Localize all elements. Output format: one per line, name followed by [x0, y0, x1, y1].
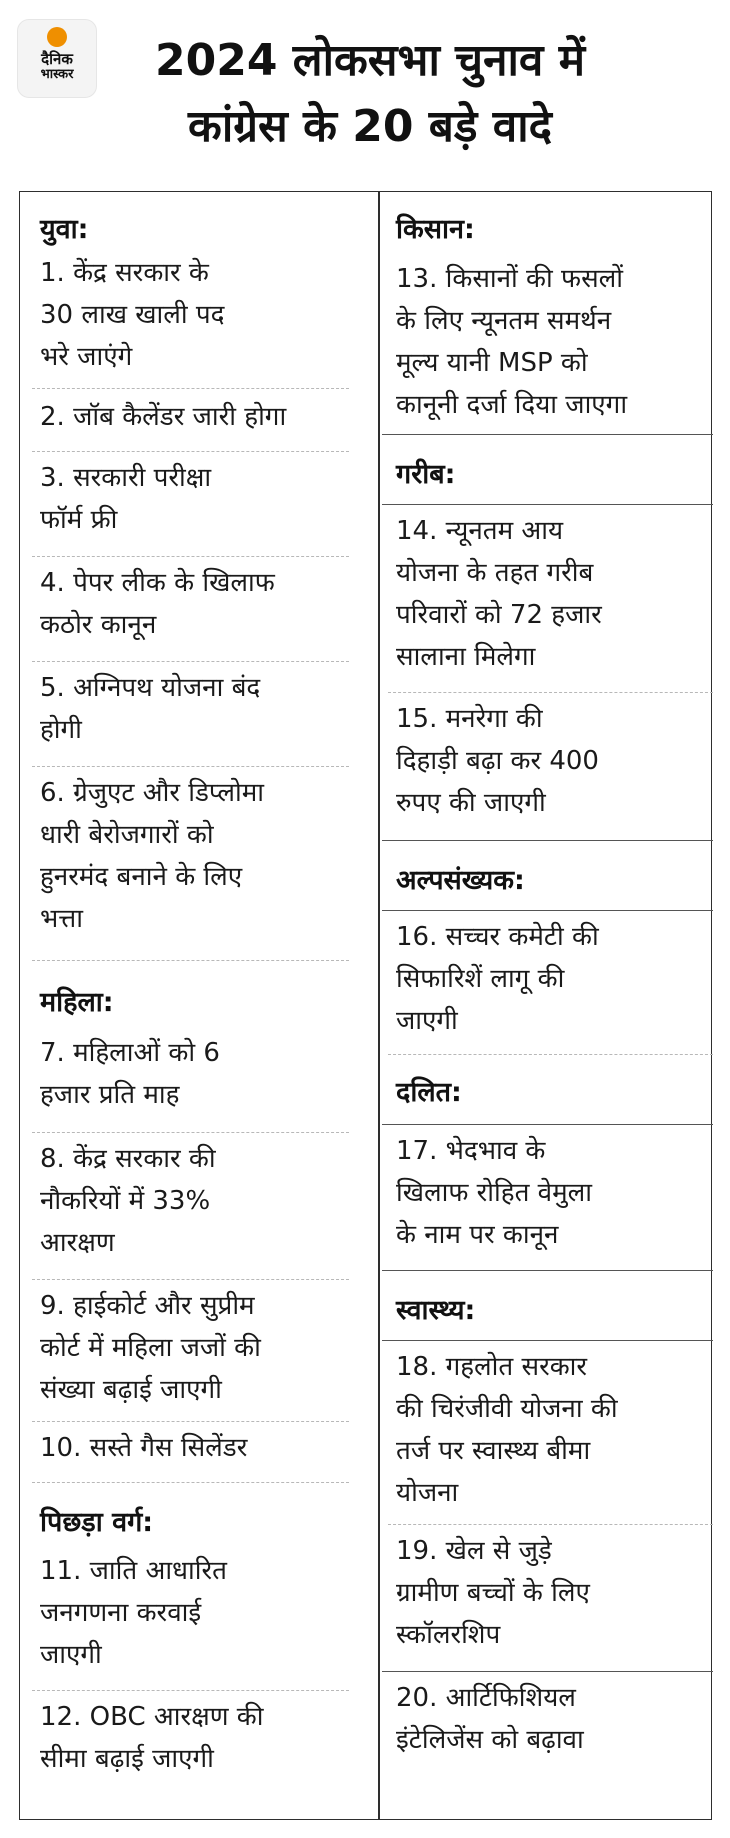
row-separator [32, 960, 349, 961]
title-line1: 2024 लोकसभा चुनाव में [154, 35, 586, 86]
section-heading-pichhda-varg: पिछड़ा वर्ग: [40, 1507, 154, 1538]
promise-19: 19. खेल से जुड़े ग्रामीण बच्चों के लिए स्कॉलरशिप [396, 1536, 590, 1650]
section-separator [382, 910, 713, 911]
promise-14: 14. न्यूनतम आय योजना के तहत गरीब परिवारों को 72 हजार सालाना मिलेगा [396, 516, 602, 672]
section-heading-swasthya: स्वास्थ्य: [396, 1295, 476, 1326]
promise-10: 10. सस्ते गैस सिलेंडर [40, 1433, 248, 1463]
section-separator [382, 1270, 713, 1271]
promise-5: 5. अग्निपथ योजना बंद होगी [40, 673, 261, 745]
sun-icon [47, 27, 67, 47]
promise-1: 1. केंद्र सरकार के 30 लाख खाली पद भरे जाएंगे [40, 258, 225, 372]
section-separator [382, 434, 713, 435]
section-separator [382, 840, 713, 841]
row-separator [32, 1690, 349, 1691]
promise-12: 12. OBC आरक्षण की सीमा बढ़ाई जाएगी [40, 1702, 264, 1774]
row-separator [32, 766, 349, 767]
row-separator [388, 692, 713, 693]
dainik-bhaskar-logo [17, 19, 97, 98]
promise-3: 3. सरकारी परीक्षा फॉर्म फ्री [40, 463, 212, 535]
row-separator [32, 556, 349, 557]
row-separator [32, 451, 349, 452]
promise-15: 15. मनरेगा की दिहाड़ी बढ़ा कर 400 रुपए की जाएगी [396, 704, 599, 818]
promise-6: 6. ग्रेजुएट और डिप्लोमा धारी बेरोजगारों को हुनरमंद बनाने के लिए भत्ता [40, 778, 265, 934]
section-separator [382, 1671, 713, 1672]
row-separator [32, 1482, 349, 1483]
section-heading-mahila: महिला: [40, 987, 114, 1018]
promise-4: 4. पेपर लीक के खिलाफ कठोर कानून [40, 568, 275, 640]
page-title [100, 28, 640, 160]
promise-8: 8. केंद्र सरकार की नौकरियों में 33% आरक्षण [40, 1144, 216, 1258]
header [0, 0, 730, 190]
section-separator [382, 1340, 713, 1341]
row-separator [388, 1054, 713, 1055]
logo-text-line1: दैनिक [41, 50, 73, 68]
promise-17: 17. भेदभाव के खिलाफ रोहित वेमुला के नाम पर कानून [396, 1136, 593, 1250]
row-separator [32, 1421, 349, 1422]
column-divider [378, 192, 380, 1819]
section-heading-alpsankhyak: अल्पसंख्यक: [396, 865, 525, 896]
promise-11: 11. जाति आधारित जनगणना करवाई जाएगी [40, 1556, 227, 1670]
section-heading-dalit: दलित: [396, 1077, 462, 1108]
section-heading-yuva: युवा: [40, 214, 89, 245]
promise-9: 9. हाईकोर्ट और सुप्रीम कोर्ट में महिला जजों की संख्या बढ़ाई जाएगी [40, 1291, 261, 1405]
row-separator [32, 661, 349, 662]
title-line2: कांग्रेस के 20 बड़े वादे [188, 101, 552, 152]
promise-7: 7. महिलाओं को 6 हजार प्रति माह [40, 1038, 220, 1110]
section-separator [382, 504, 713, 505]
promise-13: 13. किसानों की फसलों के लिए न्यूनतम समर्थन मूल्य यानी MSP को कानूनी दर्जा दिया जाएगा [396, 264, 628, 420]
promise-2: 2. जॉब कैलेंडर जारी होगा [40, 402, 287, 432]
promises-table [19, 191, 712, 1820]
row-separator [32, 1279, 349, 1280]
section-heading-kisan: किसान: [396, 214, 475, 245]
section-separator [382, 1124, 713, 1125]
row-separator [32, 1132, 349, 1133]
section-heading-garib: गरीब: [396, 459, 456, 490]
row-separator [32, 388, 349, 389]
row-separator [388, 1524, 713, 1525]
promise-20: 20. आर्टिफिशियल इंटेलिजेंस को बढ़ावा [396, 1683, 584, 1755]
promise-18: 18. गहलोत सरकार की चिरंजीवी योजना की तर्ज पर स्वास्थ्य बीमा योजना [396, 1352, 618, 1508]
logo-text-line2: भास्कर [40, 67, 74, 82]
promise-16: 16. सच्चर कमेटी की सिफारिशें लागू की जाएगी [396, 922, 599, 1036]
